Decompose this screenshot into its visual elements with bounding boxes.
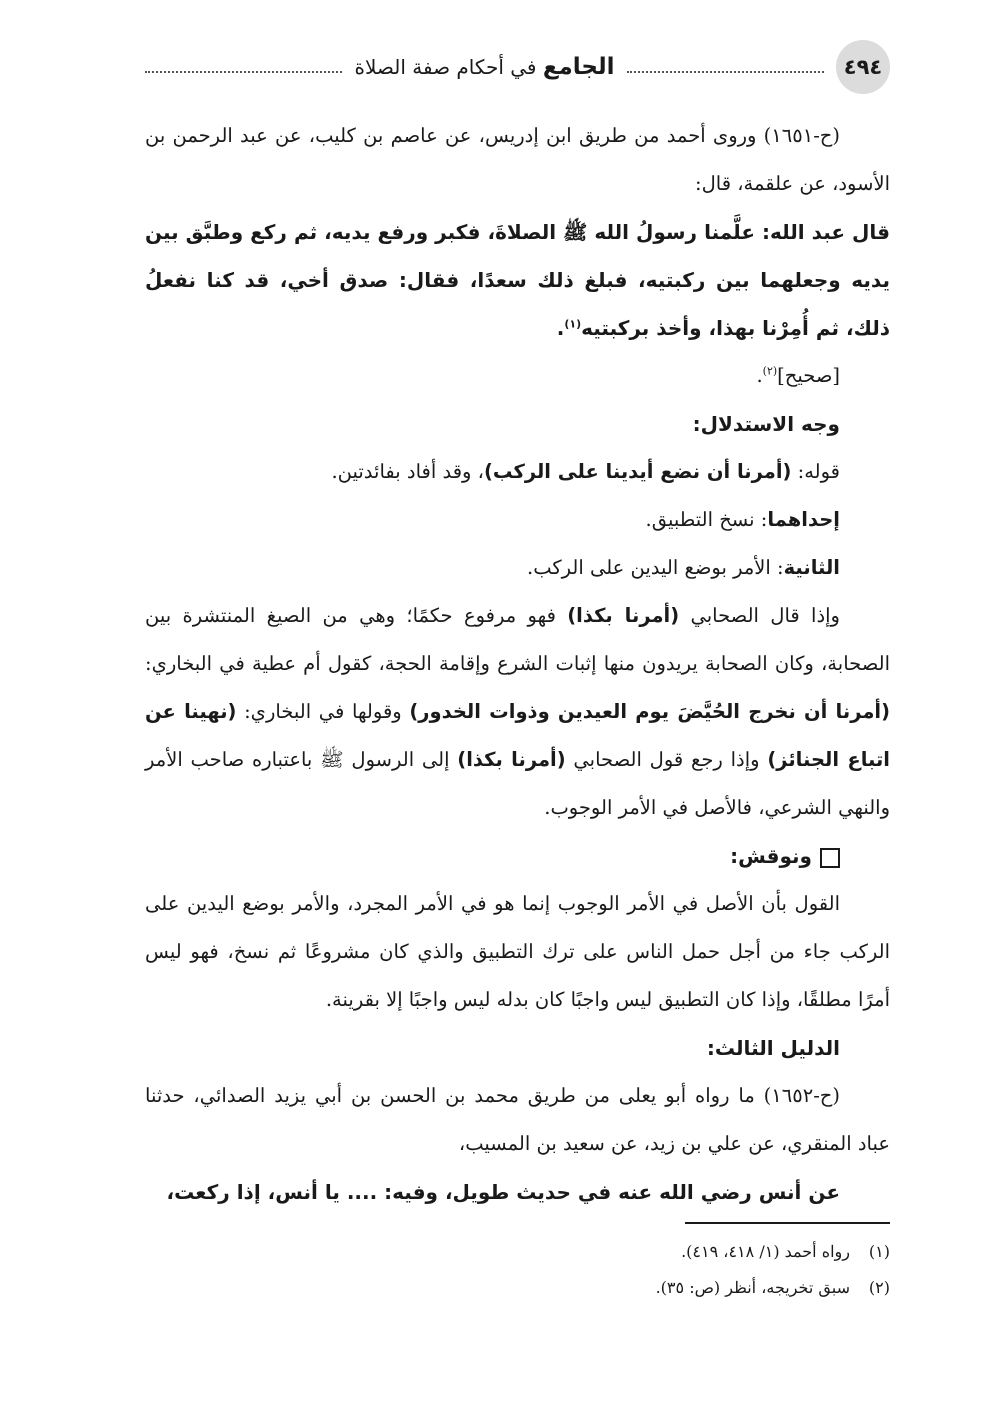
page-header xyxy=(145,40,890,106)
first-text: : نسخ التطبيق. xyxy=(645,508,768,531)
page-number: ٤٩٤ xyxy=(836,40,890,94)
first-benefit xyxy=(145,496,890,544)
header-row xyxy=(145,52,824,82)
footnote-ref-2: (٢) xyxy=(762,364,778,378)
header-dots-right xyxy=(627,71,824,73)
para-a6: (نهينا عن اتباع الجنائز) xyxy=(145,700,890,771)
first-label: إحداهما xyxy=(767,508,840,531)
grade-end: . xyxy=(756,364,763,387)
second-benefit xyxy=(145,544,890,592)
nuqish-text: القول بأن الأصل في الأمر الوجوب إنما هو في الأمر المجرد، والأمر بوضع اليدين على الركب جاء من أجل حمل الناس على ترك التطبيق والذي كان مشروعًا ثم نسخ، فهو ليس أمرًا مطلقًا، وإذا كان التطبيق ليس واجبًا كان بدله ليس واجبًا إلا بقرينة. xyxy=(145,892,890,1011)
para-a1: وإذا قال الصحابي xyxy=(679,604,840,627)
footnote-ref-1: (١) xyxy=(564,317,582,331)
footnote-rule xyxy=(685,1222,890,1224)
page-body xyxy=(145,112,890,1216)
qawluhu-quote: (أمرنا أن نضع أيدينا على الركب) xyxy=(483,460,792,483)
para-a8: (أمرنا بكذا) xyxy=(457,748,566,771)
book-title xyxy=(342,54,626,80)
para-a7: وإذا رجع قول الصحابي xyxy=(565,748,768,771)
footnotes xyxy=(145,1222,890,1306)
footnote-1-text: رواه أحمد (١/ ٤١٨، ٤١٩). xyxy=(681,1242,850,1261)
footnote-2-num: (٢) xyxy=(868,1278,890,1297)
third-heading: الدليل الثالث: xyxy=(706,1036,840,1060)
hadith-2-intro: (ح-١٦٥٢) ما رواه أبو يعلى من طريق محمد بن الحسن بن أبي يزيد الصدائي، حدثنا عباد المنقري، عن علي بن زيد، عن سعيد بن المسيب، xyxy=(145,1084,890,1155)
nuqish-heading-line xyxy=(145,832,890,880)
para-a9: إلى الرسول ﷺ باعتباره صاحب الأمر والنهي الشرعي، فالأصل في الأمر الوجوب. xyxy=(145,748,890,819)
wajh-heading: وجه الاستدلال: xyxy=(692,412,840,436)
para-a2: (أمرنا بكذا) xyxy=(567,604,680,627)
footnote-1 xyxy=(145,1234,890,1270)
para-a3: فهو مرفوع حكمًا؛ وهي من الصيغ المنتشرة بين الصحابة، وكان الصحابة يريدون منها إثبات الشرع وإقامة الحجة، كقول أم عطية في البخاري: xyxy=(145,604,890,675)
book-title-rest: ﻓﻲ أحكام صفة الصلاة xyxy=(354,55,537,79)
sahabi-paragraph xyxy=(145,592,890,832)
nuqish-heading: ونوقش: xyxy=(730,844,812,868)
second-label: الثانية xyxy=(783,556,840,579)
para-a5: وقولها في البخاري: xyxy=(236,700,410,723)
qawluhu-post: ، وقد أفاد بفائدتين. xyxy=(331,460,484,483)
grade: [صحيح] xyxy=(777,364,840,387)
hadith-1-body: قال عبد الله: علَّمنا رسولُ الله ﷺ الصلاةَ، فكبر ورفع يديه، ثم ركع وطبَّق بين يديه وجعلهما بين ركبتيه، فبلغ ذلك سعدًا، فقال: صدق أخي، قد كنا نفعلُ ذلك، ثم أُمِرْنا بهذا، وأخذ بركبتيه xyxy=(145,220,890,340)
hadith-1-text xyxy=(145,208,890,352)
grade-line xyxy=(145,352,890,400)
hadith-1-end: . xyxy=(556,316,565,340)
qawluhu-line xyxy=(145,448,890,496)
hadith-2-text: عن أنس رضي الله عنه في حديث طويل، وفيه: .... يا أنس، إذا ركعت، xyxy=(166,1180,840,1204)
book-title-main: الجامع xyxy=(542,54,615,80)
second-text: : الأمر بوضع اليدين على الركب. xyxy=(527,556,784,579)
footnote-2 xyxy=(145,1270,890,1306)
checkbox-icon xyxy=(820,848,840,868)
footnote-2-text: سبق تخريجه، أنظر (ص: ٣٥). xyxy=(655,1278,850,1297)
para-a4: (أمرنا أن نخرج الحُيَّضَ يوم العيدين وذوات الخدور) xyxy=(409,700,891,723)
header-dots-left xyxy=(145,71,342,73)
footnote-1-num: (١) xyxy=(868,1242,890,1261)
hadith-1-intro: (ح-١٦٥١) وروى أحمد من طريق ابن إدريس، عن عاصم بن كليب، عن عبد الرحمن بن الأسود، عن علقمة، قال: xyxy=(145,124,890,195)
qawluhu-pre: قوله: xyxy=(791,460,840,483)
